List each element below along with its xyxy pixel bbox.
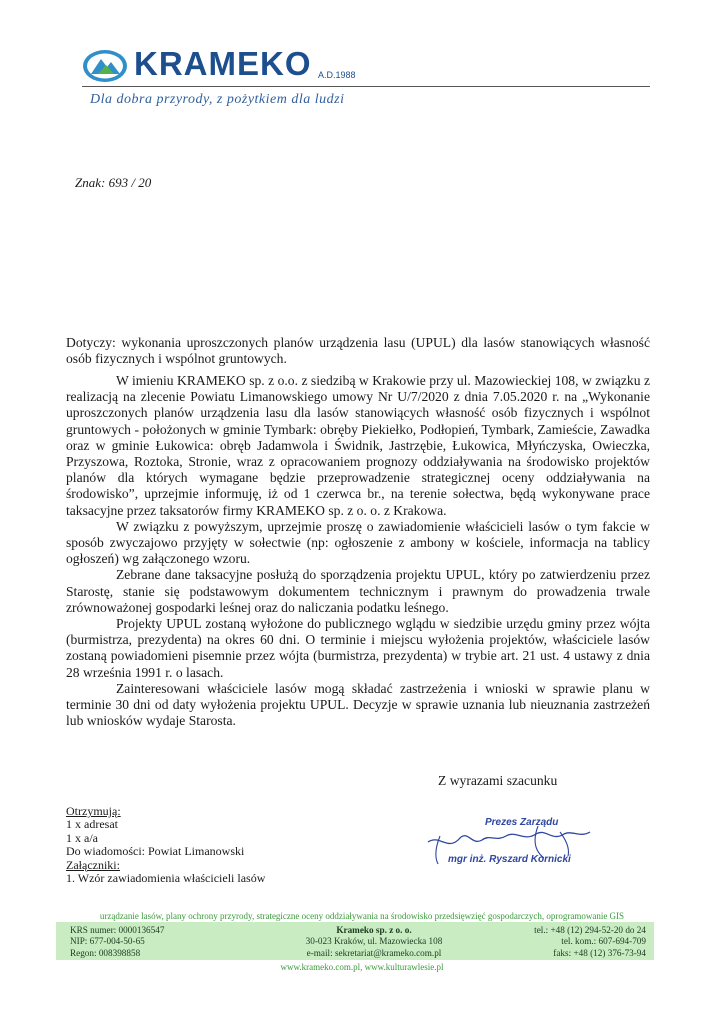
company-year: A.D.1988 — [318, 70, 356, 80]
letter-body — [66, 373, 650, 729]
paragraph: W imieniu KRAMEKO sp. z o.o. z siedzibą w Krakowie przy ul. Mazowieckiej 108, w związku z realizacją na zlecenie Powiatu Limanowskiego umowy Nr U/7/2020 z dnia 7.05.2020 r. na „Wykonanie uproszczonych planów urządzenia lasu dla lasów stanowiących własność osób fizycznych i wspólnot gruntowych - położonych w gminie Tymbark: obręby Piekiełko, Podłopień, Tymbark, Zamieście, Zawadka oraz w gminie Łukowica: obręb Jadamwola i Świdnik, Jastrzębie, Łukowica, Młyńczyska, Owieczka, Przyszowa, Roztoka, Stronie, wraz z opracowaniem prognozy oddziaływania na środowisko projektów planów dla których wymagane będzie przeprowadzenie strategicznej oceny oddziaływania na środowisko”, uprzejmie informuję, iż od 1 czerwca br., na terenie sołectwa, będą wykonywane prace taksacyjne przez taksatorów firmy KRAMEKO sp. z o. o. z Krakowa. — [66, 373, 650, 518]
signatory-role: Prezes Zarządu — [485, 817, 559, 828]
footer-phone: tel.: +48 (12) 294-52-20 do 24 — [534, 925, 646, 935]
attachments-heading: Załączniki: — [66, 857, 120, 872]
paragraph: Zebrane dane taksacyjne posłużą do sporządzenia projektu UPUL, który po zatwierdzeniu przez Starostę, stanie się podstawowym dokumentem technicznym i prawnym do prowadzenia trwale zrównoważonej gospodarki leśnej oraz do naliczania podatku leśnego. — [66, 567, 650, 615]
signatory-name: mgr inż. Ryszard Kornicki — [448, 854, 571, 865]
letter-subject: Dotyczy: wykonania uproszczonych planów urządzenia lasu (UPUL) dla lasów stanowiących własność osób fizycznych i wspólnot gruntowych. — [66, 335, 650, 367]
footer-email: e-mail: sekretariat@krameko.com.pl — [306, 947, 442, 958]
paragraph: Projekty UPUL zostaną wyłożone do publicznego wglądu w siedzibie urzędu gminy przez wójta (burmistrza, prezydenta) na okres 60 dni. O terminie i miejscu wyłożenia projektów, właściciele lasów zostaną powiadomieni pisemnie przez wójta (burmistrza, prezydenta) w trybie art. 21 ust. 4 ustawy z dnia 28 września 1991 r. o lasach. — [66, 616, 650, 680]
header-divider — [82, 86, 650, 87]
footer-fax: faks: +48 (12) 376-73-94 — [553, 947, 646, 958]
footer-mobile: tel. kom.: 607-694-709 — [561, 936, 646, 947]
footer-address — [284, 925, 464, 959]
footer-websites: www.krameko.com.pl, www.kulturawlesie.pl — [280, 962, 444, 972]
recipient-line: 1 x a/a — [66, 830, 98, 845]
company-motto: Dla dobra przyrody, z pożytkiem dla ludzi — [90, 92, 345, 107]
krameko-logo-icon — [82, 48, 128, 84]
footer-street: 30-023 Kraków, ul. Mazowiecka 108 — [305, 936, 443, 947]
recipients-heading: Otrzymują: — [66, 804, 121, 818]
footer-regon: Regon: 008398858 — [70, 947, 141, 958]
recipients-block — [66, 805, 265, 885]
closing-salutation: Z wyrazami szacunku — [438, 773, 558, 788]
footer-services: urządzanie lasów, plany ochrony przyrody, strategiczne oceny oddziaływania na środowisko przedsięwzięć gospodarczych, oprogramowanie GIS — [99, 911, 625, 921]
reference-number: Znak: 693 / 20 — [75, 175, 152, 190]
paragraph: Zainteresowani właściciele lasów mogą składać zastrzeżenia i wnioski w sprawie planu w terminie 30 dni od daty wyłożenia projektu UPUL. Decyzje w sprawie uznania lub nieuznania zastrzeżeń lub wniosków wydaje Starosta. — [66, 680, 650, 729]
footer-contact — [470, 925, 646, 959]
recipient-line: Do wiadomości: Powiat Limanowski — [66, 844, 245, 859]
footer-company: Krameko sp. z o. o. — [336, 925, 412, 935]
company-logo-text: KRAMEKO — [134, 45, 312, 82]
recipient-line: 1 x adresat — [66, 817, 118, 832]
paragraph: W związku z powyższym, uprzejmie proszę o zawiadomienie właścicieli lasów o tym fakcie w sposób zwyczajowo przyjęty w sołectwie (np: ogłoszenie z ambony w kościele, informacja na tablicy ogłoszeń) wg załączonego wzoru. — [66, 518, 650, 567]
attachment-line: 1. Wzór zawiadomienia właścicieli lasów — [66, 871, 266, 886]
footer-krs: KRS numer: 0000136547 — [70, 925, 165, 935]
footer-nip: NIP: 677-004-50-65 — [70, 936, 145, 947]
footer-registry — [70, 925, 164, 959]
